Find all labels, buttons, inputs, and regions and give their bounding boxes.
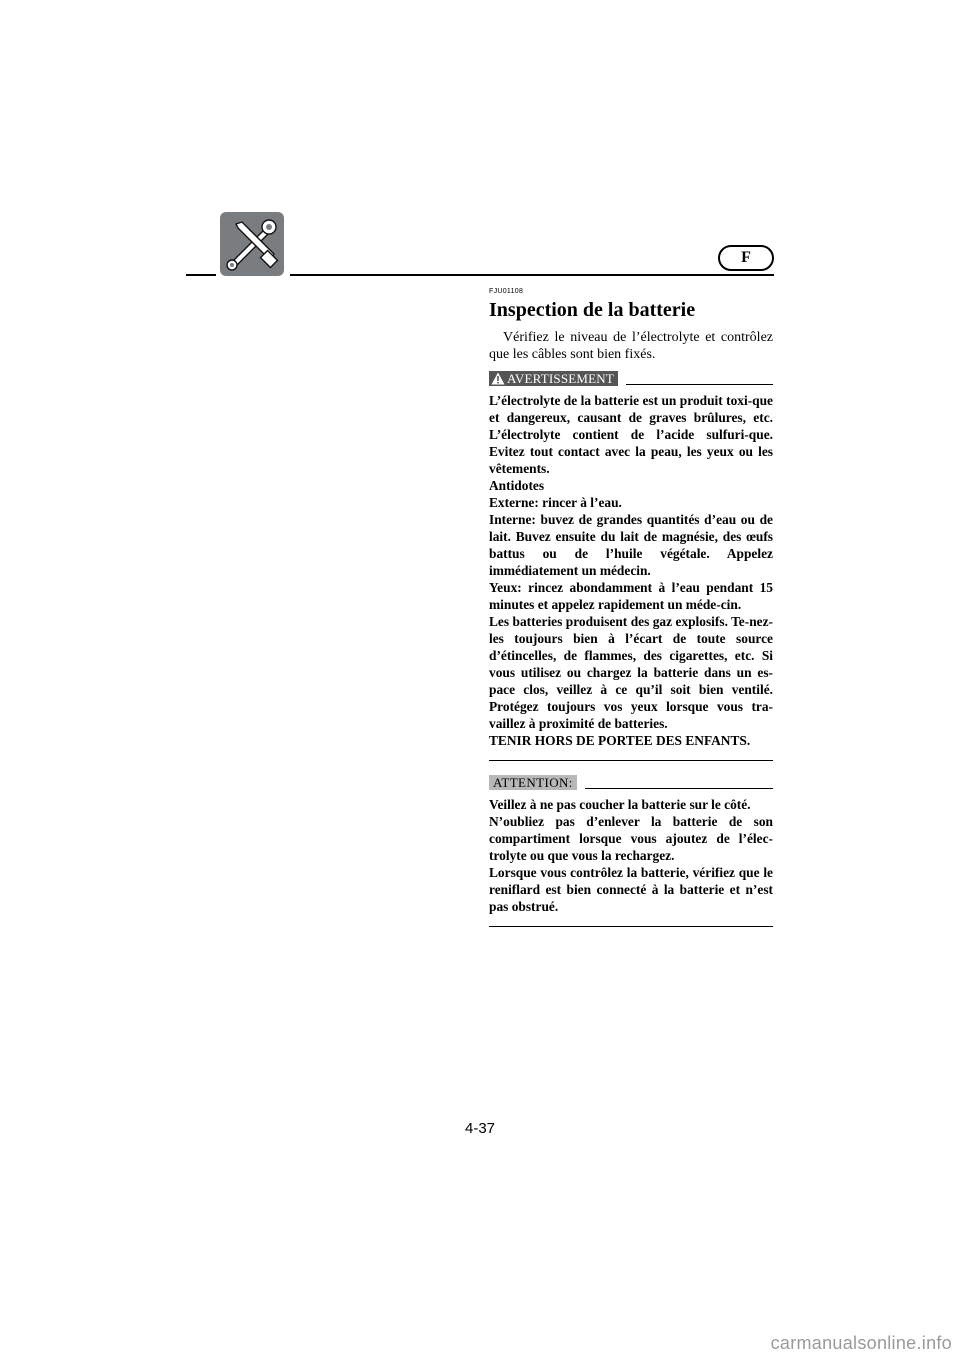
watermark[interactable]: carmanualsonline.info [770,1333,952,1353]
warning-text-children: TENIR HORS DE PORTEE DES ENFANTS. [489,733,751,748]
warning-text-toxic: L’électrolyte de la batterie est un produit toxi-que et dangereux, causant de graves brûlures, etc. L’électrolyte contient de l’acide sulfuri-que. Evitez tout contact avec la peau, les yeux ou les vêtements. [489,393,773,476]
page-number: 4-37 [464,1120,496,1137]
warning-text-antidotes: Antidotes [489,478,545,493]
caution-header-rule [585,788,773,789]
caution-text-side: Veillez à ne pas coucher la batterie sur le côté. [489,797,751,812]
warning-label-text: AVERTISSEMENT [507,371,615,386]
warning-text-eyes: Yeux: rincez abondamment à l’eau pendant 15 minutes et appelez rapidement un méde-cin. [489,580,773,612]
main-content [489,288,773,927]
caution-header [489,775,773,790]
warning-label [489,371,618,386]
caution-text-remove: N’oubliez pas d’enlever la batterie de son compartiment lorsque vous ajoutez de l’élec-trolyte ou que vous la rechargez. [489,814,773,863]
warning-header [489,371,773,386]
warning-text-external: Externe: rincer à l’eau. [489,495,622,510]
header-rule-right [290,274,774,276]
warning-header-rule [626,384,773,385]
section-code: FJU01108 [489,288,524,295]
language-badge: F [718,245,774,271]
section-title: Inspection de la batterie [489,299,696,321]
warning-triangle-icon [491,372,505,385]
header-rule-left [186,274,216,276]
warning-text-internal: Interne: buvez de grandes quantités d’eau ou de lait. Buvez ensuite du lait de magnésie, des œufs battus ou de l’huile végétale. Appelez immédiatement un médecin. [489,512,773,578]
caution-end-rule [489,926,773,927]
caution-text-breather: Lorsque vous contrôlez la batterie, vérifiez que le reniflard est bien connecté à la batterie et n’est pas obstrué. [489,865,773,914]
warning-body [489,392,773,749]
caution-label: ATTENTION: [489,775,577,790]
warning-end-rule [489,760,773,761]
tools-icon [220,212,284,276]
caution-body [489,796,773,915]
warning-text-explosive: Les batteries produisent des gaz explosifs. Te-nez-les toujours bien à l’écart de toute source d’étincelles, de flammes, des cigarettes, etc. Si vous utilisez ou chargez la batterie dans un es-pace clos, veillez à ce qu’il soit bien ventilé. Protégez toujours vos yeux lorsque vous tra-vaillez à proximité de batteries. [489,614,773,731]
intro-paragraph: Vérifiez le niveau de l’électrolyte et contrôlez que les câbles sont bien fixés. [489,330,773,362]
